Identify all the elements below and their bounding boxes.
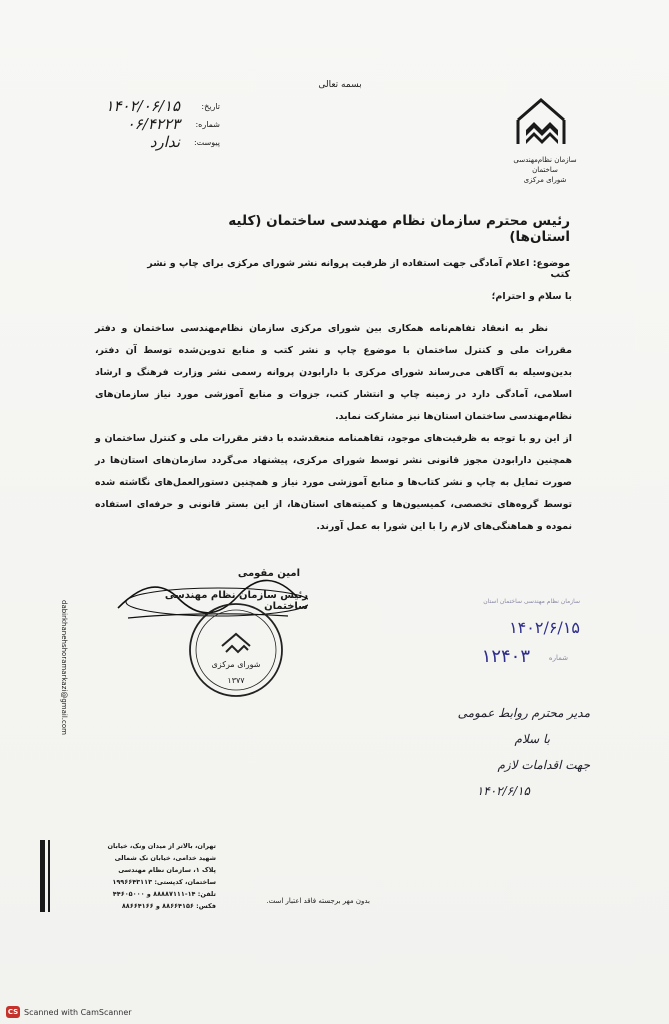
footer-note: بدون مهر برجسته فاقد اعتبار است. xyxy=(266,897,370,905)
note-line-2: با سلام xyxy=(514,732,550,746)
handwritten-note xyxy=(420,700,590,840)
letter-greeting: با سلام و احترام؛ xyxy=(491,291,572,302)
signer-title: رئیس سازمان نظام مهندسی ساختمان xyxy=(164,590,308,612)
date-value: ۱۴۰۲/۰۶/۱۵ xyxy=(105,97,180,115)
organization-logo-icon xyxy=(512,92,570,150)
number-row xyxy=(40,115,220,133)
seal-year: ۱۳۷۷ xyxy=(227,676,245,685)
attachment-row xyxy=(40,133,220,151)
number-value: ۰۶/۴۲۲۳ xyxy=(126,115,180,133)
address-line-3: پلاک ۱، سازمان نظام مهندسی xyxy=(118,866,216,874)
camscanner-icon: CS xyxy=(7,1008,19,1016)
official-seal-icon xyxy=(186,600,286,700)
letter-body xyxy=(95,318,572,538)
stamp-date: ۱۴۰۲/۶/۱۵ xyxy=(509,618,580,637)
address-line-6: فکس: ۸۸۶۶۴۱۵۶ و ۸۸۶۶۴۱۶۶ xyxy=(121,902,216,910)
note-line-1: مدیر محترم روابط عمومی xyxy=(457,706,590,720)
camscanner-text: Scanned with CamScanner xyxy=(24,1007,132,1017)
body-paragraph-1: نظر به انعقاد تفاهم‌نامه همکاری بین شورای مرکزی سازمان نظام‌مهندسی ساختمان و دفتر مقررات ملی و کنترل ساختمان با موضوع چاپ و نشر کتب و منابع تدوین‌شده توسط آن دفتر، بدین‌وسیله به آگاهی می‌رساند شورای مرکزی با دارابودن پروانه رسمی نشر وزارت فرهنگ و ارشاد اسلامی، آمادگی دارد در زمینه چاپ و انتشار کتب، جزوات و منابع آموزشی مورد نیاز سازمان‌های نظام‌مهندسی ساختمان استان‌ها نیز مشارکت نماید. xyxy=(95,323,572,422)
signer-name: امین مقومی xyxy=(237,568,300,579)
organization-name: سازمان نظام‌مهندسی ساختمان شورای مرکزی xyxy=(513,156,577,184)
attachment-label: پیوست: xyxy=(193,138,220,147)
letter-subject: موضوع: اعلام آمادگی جهت استفاده از ظرفیت پروانه نشر شورای مرکزی برای چاپ و نشر کتب xyxy=(147,258,570,280)
address-line-1: تهران، بالاتر از میدان ونک، خیابان xyxy=(107,842,216,850)
date-label: تاریخ: xyxy=(201,102,220,111)
note-line-3: جهت اقدامات لازم xyxy=(497,758,590,772)
stamp-number: ۱۲۴۰۳ xyxy=(481,646,530,667)
stamp-number-label: شماره xyxy=(548,654,568,662)
seal-text: شورای مرکزی xyxy=(211,660,261,669)
recipient-title: رئیس محترم سازمان نظام مهندسی ساختمان (کلیه استان‌ها) xyxy=(228,213,570,245)
stamp-header: سازمان نظام مهندسی ساختمان استان xyxy=(483,598,580,605)
address-block xyxy=(40,840,216,912)
date-row xyxy=(40,97,220,115)
basmala: بسمه تعالی xyxy=(318,80,362,90)
number-label: شماره: xyxy=(195,120,220,129)
email-text: dabirkhanehshoramarkazi@gmail.com xyxy=(60,600,68,735)
email-vertical xyxy=(56,600,72,800)
address-line-5: تلفن: ۱۴-۸۸۸۸۷۱۱۱ و ۴۴۶۰۵۰۰۰ xyxy=(112,890,216,898)
address-bar-icon xyxy=(40,840,56,912)
letter-meta xyxy=(40,97,220,151)
camscanner-watermark xyxy=(6,1004,166,1020)
body-paragraph-2: از این رو با توجه به ظرفیت‌های موجود، تفاهمنامه منعقدشده با دفتر مقررات ملی و کنترل ساختمان و همچنین دارابودن مجوز قانونی نشر توسط شورای مرکزی، پیشنهاد می‌گردد سازمان‌های استان‌ها در صورت تمایل به چاپ و نشر کتاب‌ها و منابع آموزشی مورد نیاز و همچنین دستورالعمل‌های نگاشته شده توسط گروه‌های تخصصی، کمیسیون‌ها و کمیته‌های استان‌ها، از این بستر قانونی و حرفه‌ای استفاده نموده و هماهنگی‌های لازم را با این شورا به عمل آورند. xyxy=(95,433,572,532)
address-line-2: شهید خدامی، خیابان نک شمالی xyxy=(114,854,216,862)
note-line-4: ۱۴۰۲/۶/۱۵ xyxy=(476,784,530,798)
address-line-4: ساختمان، کدپستی: ۱۹۹۶۶۴۳۱۱۳ xyxy=(112,878,216,886)
address-text xyxy=(58,840,216,912)
attachment-value: ندارد xyxy=(149,133,180,151)
